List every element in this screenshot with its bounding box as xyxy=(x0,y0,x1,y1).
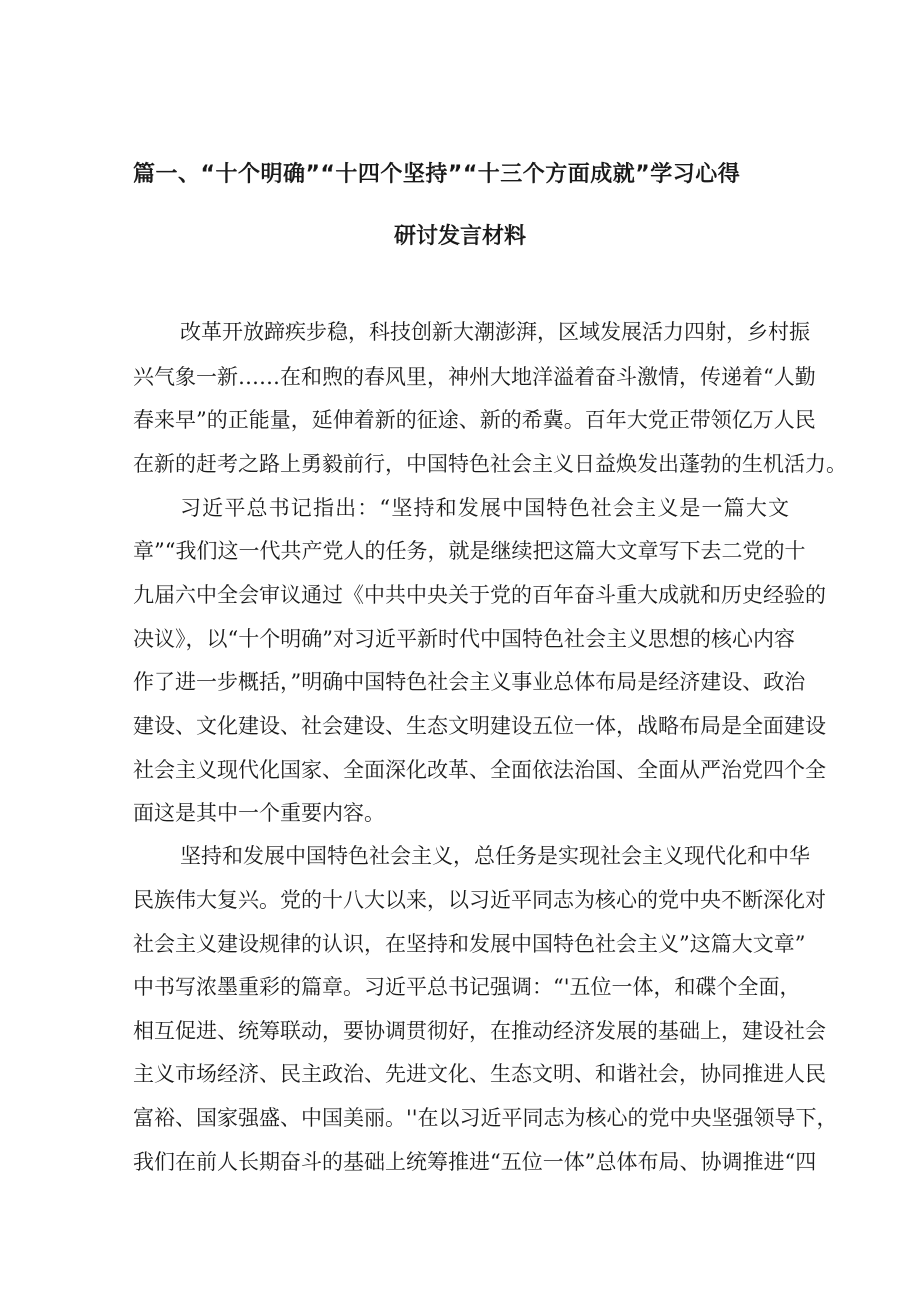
paragraph-2-line: 章”“我们这一代共产党人的任务，就是继续把这篇大文章写下去二党的十 xyxy=(133,539,806,563)
paragraph-3-line: 坚持和发展中国特色社会主义，总任务是实现社会主义现代化和中华 xyxy=(180,844,810,868)
paragraph-1-line: 兴气象一新……在和煦的春风里，神州大地洋溢着奋斗激情，传递着“人勤 xyxy=(133,365,816,389)
paragraph-3-line: 我们在前人长期奋斗的基础上统筹推进“五位一体”总体布局、协调推进“四 xyxy=(133,1150,817,1174)
paragraph-2-line: 决议》，以“十个明确”对习近平新时代中国特色社会主义思想的核心内容 xyxy=(133,627,795,651)
paragraph-1-line: 在新的赶考之路上勇毅前行，中国特色社会主义日益焕发出蓬勃的生机活力。 xyxy=(133,452,847,476)
paragraph-2-line: 九届六中全会审议通过《中共中央关于党的百年奋斗重大成就和历史经验的 xyxy=(133,583,826,607)
paragraph-2-line: 面这是其中一个重要内容。 xyxy=(133,801,385,825)
paragraph-3-line: 富裕、国家强盛、中国美丽。''在以习近平同志为核心的党中央坚强领导下， xyxy=(133,1106,838,1130)
paragraph-3-line: 民族伟大复兴。党的十八大以来，以习近平同志为核心的党中央不断深化对 xyxy=(133,888,826,912)
paragraph-3-line: 主义市场经济、民主政治、先进文化、生态文明、和谐社会，协同推进人民 xyxy=(133,1062,826,1086)
paragraph-2-line: 习近平总书记指出：“坚持和发展中国特色社会主义是一篇大文 xyxy=(180,496,789,520)
paragraph-3-line: 中书写浓墨重彩的篇章。习近平总书记强调：“'五位一体，和碟个全面， xyxy=(133,975,801,999)
paragraph-1-line: 改革开放蹄疾步稳，科技创新大潮澎湃，区域发展活力四射，乡村振 xyxy=(180,320,810,344)
paragraph-3-line: 相互促进、统筹联动，要协调贯彻好，在推动经济发展的基础上，建设社会 xyxy=(133,1019,826,1043)
document-title-line-1: 篇一、“十个明确”“十四个坚持”“十三个方面成就”学习心得 xyxy=(133,162,741,187)
paragraph-2-line: 建设、文化建设、社会建设、生态文明建设五位一体，战略布局是全面建设 xyxy=(133,714,826,738)
document-title-line-2: 研讨发言材料 xyxy=(393,224,526,249)
paragraph-1-line: 春来早”的正能量，延伸着新的征途、新的希冀。百年大党正带领亿万人民 xyxy=(133,408,816,432)
paragraph-3-line: 社会主义建设规律的认识，在坚持和发展中国特色社会主义”这篇大文章” xyxy=(133,932,806,956)
paragraph-2-line: 作了进一步概括，”明确中国特色社会主义事业总体布局是经济建设、政治 xyxy=(133,670,806,694)
paragraph-2-line: 社会主义现代化国家、全面深化改革、全面依法治国、全面从严治党四个全 xyxy=(133,758,826,782)
